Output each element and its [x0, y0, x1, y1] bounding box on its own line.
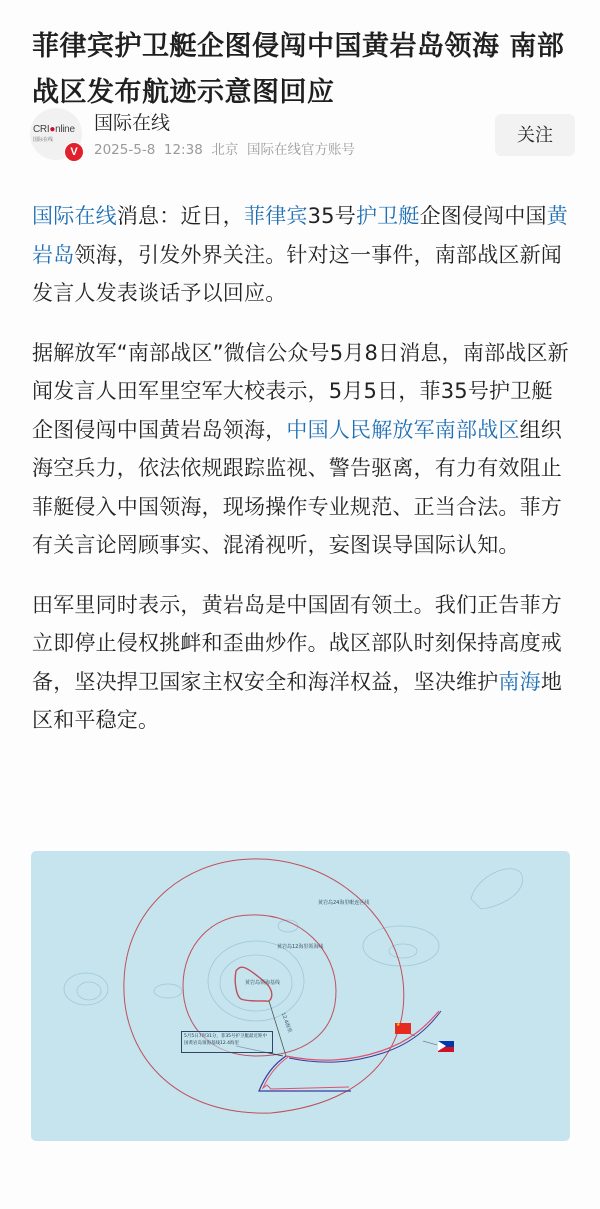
avatar[interactable]: [30, 108, 82, 160]
text-segment: 田军里同时表示，黄岩岛是中国固有领土。我们正告菲方立即停止侵权挑衅和歪曲炒作。战区部队时刻保持高度戒备，坚决捍卫国家主权安全和海洋权益，坚决维护: [32, 592, 562, 694]
link-cri[interactable]: 国际在线: [32, 204, 117, 228]
verified-badge-icon: V: [64, 142, 84, 162]
publish-time: 12:38: [163, 142, 203, 158]
article-body: [32, 197, 572, 761]
paragraph-1: [32, 197, 572, 313]
author-row: [30, 108, 575, 168]
text-segment: 消息：近日，: [116, 204, 245, 228]
avatar-logo-sub: 国际在线: [33, 137, 54, 143]
philippines-flag-icon: [438, 1041, 454, 1052]
link-southern-theater[interactable]: 中国人民解放军南部战区: [286, 417, 520, 442]
link-huangyan-island[interactable]: 黄岩岛: [32, 204, 568, 267]
author-name[interactable]: 国际在线: [94, 112, 171, 134]
map-callout: 5月5日7时31分，菲35号护卫艇最近距中国黄岩岛领海基线12.4海里: [181, 1031, 273, 1053]
text-segment: 领海，引发外界关注。针对这一事件，南部战区新闻发言人发表谈话予以回应。: [32, 242, 563, 305]
publish-location: 北京: [211, 142, 239, 158]
account-type: 国际在线官方账号: [246, 142, 355, 158]
label-distance: 12.4海里: [279, 1011, 293, 1034]
follow-button[interactable]: 关注: [495, 114, 575, 156]
map-graphic: [31, 851, 570, 1141]
paragraph-3: [32, 586, 572, 740]
author-meta: [94, 138, 355, 158]
label-contiguous-zone: 黄岩岛24海里毗连区线: [318, 900, 370, 906]
publish-date: 2025-5-8: [94, 142, 156, 158]
link-frigate[interactable]: 护卫艇: [355, 204, 420, 228]
link-south-china-sea[interactable]: 南海: [498, 669, 541, 694]
track-map-image[interactable]: [31, 851, 570, 1141]
paragraph-2: [32, 334, 572, 565]
text-segment: 地区和平稳定。: [32, 669, 563, 732]
text-segment: 35号: [307, 204, 356, 228]
china-flag-icon: [395, 1023, 411, 1034]
link-philippines[interactable]: 菲律宾: [244, 204, 308, 228]
label-territorial-sea: 黄岩岛12海里领海线: [277, 944, 324, 950]
text-segment: 据解放军“南部战区”微信公众号5月8日消息，南部战区新闻发言人田军里空军大校表示，5月5日，菲35号护卫艇企图侵闯中国黄岩岛领海，: [32, 340, 569, 442]
text-segment: 组织海空兵力，依法依规跟踪监视、警告驱离，有力有效阻止菲艇侵入中国领海，现场操作专业规范、正当合法。菲方有关言论罔顾事实、混淆视听，妄图误导国际认知。: [32, 417, 563, 557]
cri-logo-icon: CRI●nline: [33, 124, 75, 135]
article-title: 菲律宾护卫艇企图侵闯中国黄岩岛领海 南部战区发布航迹示意图回应: [32, 31, 565, 109]
label-baseline: 黄岩岛领海基线: [245, 980, 281, 986]
text-segment: 企图侵闯中国: [419, 204, 547, 228]
